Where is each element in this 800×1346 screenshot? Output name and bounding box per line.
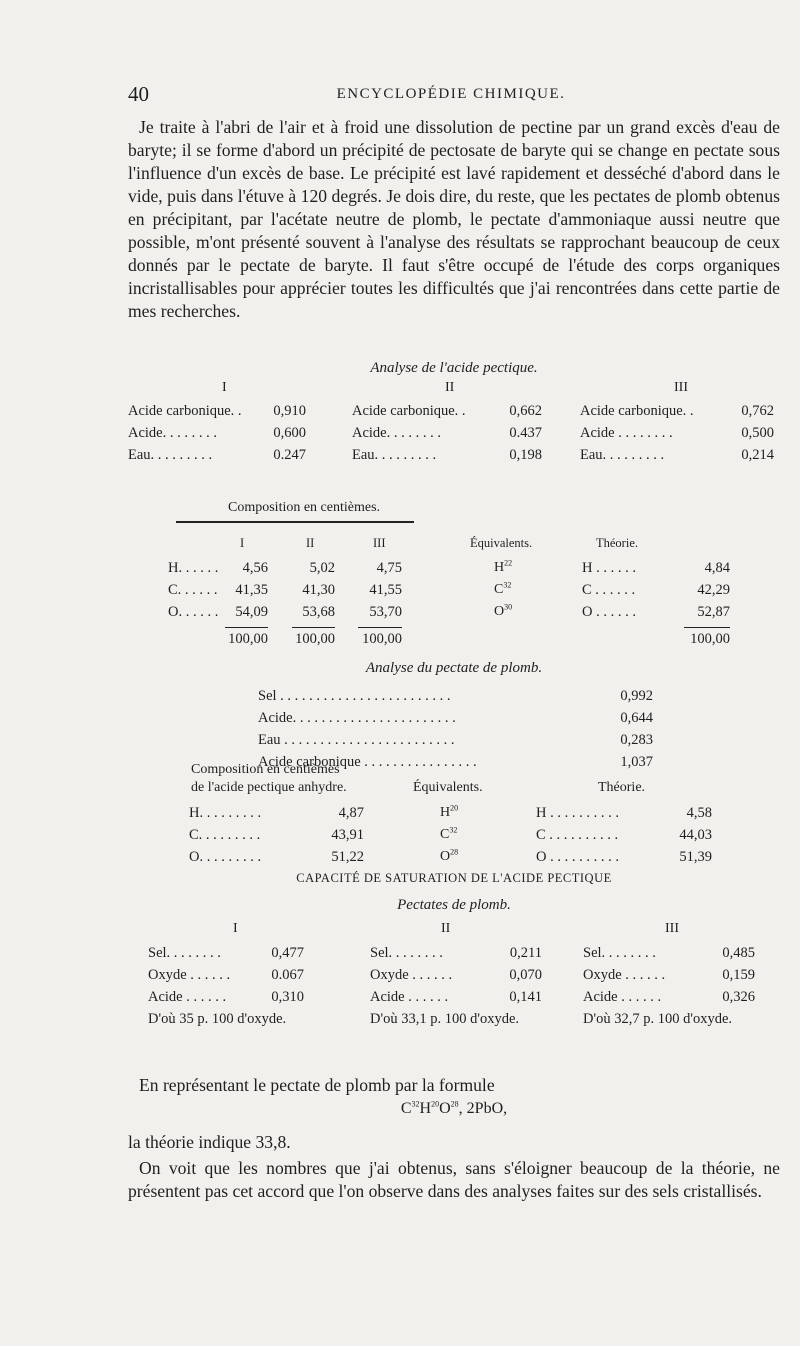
comp2-theorie-element: H . . . . . . . . . . xyxy=(536,805,619,821)
comp2-theorie-element: O . . . . . . . . . . xyxy=(536,849,619,865)
analyse1-label: Acide. . . . . . . . xyxy=(128,425,217,441)
capacite-footnote: D'où 33,1 p. 100 d'oxyde. xyxy=(370,1011,520,1027)
capacite-value: 0,485 xyxy=(722,945,755,961)
comp1-v3: 41,55 xyxy=(369,582,402,598)
capacite-row xyxy=(583,989,755,1011)
comp2-value: 51,22 xyxy=(331,849,364,865)
comp1-v2: 41,30 xyxy=(302,582,335,598)
comp1-equivalent: $C^{32}$ xyxy=(494,580,512,597)
analyse1-col-num: I xyxy=(222,380,227,395)
comp1-sum-rule xyxy=(684,627,730,628)
analyse1-label: Eau. . . . . . . . . xyxy=(352,447,437,463)
comp1-theorie-value: 42,29 xyxy=(697,582,730,598)
capacite-label: Sel. . . . . . . . xyxy=(370,945,443,961)
capacite-row xyxy=(148,989,304,1011)
comp1-v2: 5,02 xyxy=(309,560,335,576)
comp2-equivalent: $C^{32}$ xyxy=(440,825,458,842)
page-header xyxy=(128,82,774,106)
analyse1-row xyxy=(128,403,306,425)
capacite-row xyxy=(370,989,542,1011)
analyse1-label: Acide carbonique. . xyxy=(580,403,694,419)
comp1-header: II xyxy=(306,536,315,550)
intro-paragraph xyxy=(128,116,780,323)
comp1-title: Composition en centièmes. xyxy=(228,500,381,515)
comp2-title2: de l'acide pectique anhydre. xyxy=(191,780,347,795)
capacite-value: 0,326 xyxy=(722,989,755,1005)
comp2-eq-head: Équivalents. xyxy=(413,780,483,795)
comp1-v3: 53,70 xyxy=(369,604,402,620)
capacite-value: 0,159 xyxy=(722,967,755,983)
analyse1-value: 0.247 xyxy=(273,447,306,463)
analyse1-row xyxy=(352,425,542,447)
analyse1-row xyxy=(352,447,542,469)
comp1-element: C. . . . . . xyxy=(168,582,218,598)
capacite-label: Oxyde . . . . . . xyxy=(583,967,666,983)
comp1-v2: 53,68 xyxy=(302,604,335,620)
comp1-theorie-element: O . . . . . . xyxy=(582,604,636,620)
comp2-equivalent: $O^{28}$ xyxy=(440,847,459,864)
capacite-label: Acide . . . . . . xyxy=(148,989,227,1005)
capacite-row xyxy=(148,967,304,989)
analyse1-title: Analyse de l'acide pectique. xyxy=(370,360,538,376)
comp1-theorie-value: 4,84 xyxy=(704,560,730,576)
capacite-label: Sel. . . . . . . . xyxy=(148,945,221,961)
comp1-v3: 4,75 xyxy=(376,560,402,576)
capacite-label: Acide . . . . . . xyxy=(583,989,662,1005)
capacite-footnote: D'où 32,7 p. 100 d'oxyde. xyxy=(583,1011,733,1027)
comp1-equivalent: $H^{22}$ xyxy=(494,558,513,575)
analyse2-label: Acide. . . . . . . . . . . . . . . . . . . . . . . xyxy=(258,710,456,726)
formula-c-sub: 32 xyxy=(411,1099,420,1109)
analyse1-value: 0,910 xyxy=(273,403,306,419)
analyse1-col-num: II xyxy=(445,380,455,395)
analyse2-value: 0,283 xyxy=(620,732,653,748)
comp1-equivalent: $O^{30}$ xyxy=(494,602,513,619)
conclusion-line2: la théorie indique 33,8. xyxy=(128,1132,291,1152)
capacite-footnote: D'où 35 p. 100 d'oxyde. xyxy=(148,1011,287,1027)
comp2-theorie-element: C . . . . . . . . . . xyxy=(536,827,619,843)
conclusion-line3-wrap xyxy=(128,1157,780,1203)
comp2-value: 43,91 xyxy=(331,827,364,843)
capacite-value: 0,070 xyxy=(509,967,542,983)
conclusion-line1-wrap xyxy=(128,1074,780,1097)
capacite-subtitle: Pectates de plomb. xyxy=(397,897,511,913)
capacite-label: Sel. . . . . . . . xyxy=(583,945,656,961)
analyse2-title: Analyse du pectate de plomb. xyxy=(365,660,543,676)
analyse1-row xyxy=(128,425,306,447)
comp2-element: O. . . . . . . . . xyxy=(189,849,262,865)
comp1-total: 100,00 xyxy=(690,631,730,647)
comp2-title1: Composition en centièmes xyxy=(191,762,340,777)
comp1-sum-rule xyxy=(225,627,268,628)
comp1-total: 100,00 xyxy=(295,631,335,647)
analyse2-row xyxy=(258,710,653,732)
capacite-row xyxy=(583,967,755,989)
comp1-v1: 41,35 xyxy=(235,582,268,598)
analyse2-value: 0,644 xyxy=(620,710,653,726)
analyse2-value: 0,992 xyxy=(620,688,653,704)
comp1-v1: 4,56 xyxy=(242,560,268,576)
comp1-theorie-value: 52,87 xyxy=(697,604,730,620)
analyse1-row xyxy=(352,403,542,425)
analyse1-label: Eau. . . . . . . . . xyxy=(580,447,665,463)
comp2-theorie-value: 44,03 xyxy=(679,827,712,843)
formula xyxy=(128,1100,780,1118)
comp2-equivalent: $H^{20}$ xyxy=(440,803,459,820)
analyse1-col-num: III xyxy=(674,380,688,395)
running-title: ENCYCLOPÉDIE CHIMIQUE. xyxy=(336,86,566,102)
analyse1-row xyxy=(580,403,774,425)
capacite-title: CAPACITÉ DE SATURATION DE L'ACIDE PECTIQUE xyxy=(296,871,612,885)
comp1-theorie-element: H . . . . . . xyxy=(582,560,636,576)
capacite-value: 0,310 xyxy=(271,989,304,1005)
comp1-sum-rule xyxy=(292,627,335,628)
conclusion-line2-wrap xyxy=(128,1131,780,1154)
capacite-col-num: III xyxy=(665,921,679,936)
comp1-header: Équivalents. xyxy=(470,536,533,550)
comp1-header: I xyxy=(240,536,245,550)
comp2-theorie-value: 51,39 xyxy=(679,849,712,865)
analyse1-value: 0,600 xyxy=(273,425,306,441)
comp2-th-head: Théorie. xyxy=(598,780,646,795)
capacite-value: 0,141 xyxy=(509,989,542,1005)
analyse1-row xyxy=(580,425,774,447)
formula-h-sub: 20 xyxy=(431,1099,440,1109)
capacite-row xyxy=(370,967,542,989)
formula-o: O xyxy=(439,1100,451,1117)
comp2-value: 4,87 xyxy=(338,805,364,821)
analyse1-row xyxy=(128,447,306,469)
comp2-element: C. . . . . . . . . xyxy=(189,827,261,843)
analyse1-value: 0,500 xyxy=(741,425,774,441)
comp2-theorie-value: 4,58 xyxy=(686,805,712,821)
comp1-v1: 54,09 xyxy=(235,604,268,620)
formula-c: C xyxy=(400,1100,412,1117)
analyse1-value: 0,762 xyxy=(741,403,774,419)
capacite-value: 0.067 xyxy=(271,967,304,983)
analyse1-value: 0,198 xyxy=(509,447,542,463)
analyse1-label: Acide . . . . . . . . xyxy=(580,425,673,441)
formula-rest: , 2PbO, xyxy=(458,1100,508,1117)
comp1-rule xyxy=(176,521,414,523)
capacite-label: Oxyde . . . . . . xyxy=(148,967,231,983)
comp1-sum-rule xyxy=(358,627,402,628)
comp1-total: 100,00 xyxy=(228,631,268,647)
comp1-element: O. . . . . . xyxy=(168,604,219,620)
analyse1-value: 0.437 xyxy=(509,425,542,441)
analyse1-label: Acide carbonique. . xyxy=(352,403,466,419)
analyse2-row xyxy=(258,688,653,710)
analyse1-label: Acide carbonique. . xyxy=(128,403,242,419)
capacite-value: 0,477 xyxy=(271,945,304,961)
capacite-value: 0,211 xyxy=(509,945,542,961)
capacite-col-num: I xyxy=(233,921,238,936)
comp1-theorie-element: C . . . . . . xyxy=(582,582,636,598)
page-number: 40 xyxy=(128,82,149,106)
capacite-row xyxy=(583,945,755,967)
analyse1-label: Acide. . . . . . . . xyxy=(352,425,441,441)
conclusion-line1: En représentant le pectate de plomb par la formule xyxy=(139,1075,495,1095)
conclusion-line3: On voit que les nombres que j'ai obtenus, sans s'éloigner beaucoup de la théorie, ne présentent pas cet accord que l'on observe dans des analyses faites sur des sels cristallisés. xyxy=(128,1158,780,1201)
formula-h: H xyxy=(419,1100,432,1117)
capacite-row xyxy=(148,945,304,967)
analyse2-label: Eau . . . . . . . . . . . . . . . . . . . . . . . . xyxy=(258,732,455,748)
analyse2-row xyxy=(258,732,653,754)
comp1-header: III xyxy=(373,536,386,550)
analyse1-row xyxy=(580,447,774,469)
analyse1-value: 0,662 xyxy=(509,403,542,419)
analyse1-value: 0,214 xyxy=(741,447,774,463)
comp1-total: 100,00 xyxy=(362,631,402,647)
capacite-col-num: II xyxy=(441,921,451,936)
capacite-label: Oxyde . . . . . . xyxy=(370,967,453,983)
analyse2-label: Sel . . . . . . . . . . . . . . . . . . . . . . . . xyxy=(258,688,451,704)
capacite-row xyxy=(370,945,542,967)
capacite-label: Acide . . . . . . xyxy=(370,989,449,1005)
analyse1-label: Eau. . . . . . . . . xyxy=(128,447,213,463)
comp1-element: H. . . . . . xyxy=(168,560,219,576)
intro-text: Je traite à l'abri de l'air et à froid une dissolution de pectine par un grand excès d'eau de baryte; il se forme d'abord un précipité de pectosate de baryte qui se change en pectate sous l'influence d'un excès de base. Le précipité est lavé rapidement et desséché d'abord dans le vide, puis dans l'étuve à 120 degrés. Je dois dire, du reste, que les pectates de plomb obtenus en précipitant, par l'acétate neutre de plomb, le pectate d'ammoniaque aussi neutre que possible, m'ont présenté souvent à l'analyse des résultats se rapprochant beaucoup de ceux donnés par le pectate de baryte. Il faut s'être occupé de l'étude des corps organiques incristallisables pour apprécier toutes les difficultés que j'ai rencontrées dans cette partie de mes recherches. xyxy=(128,117,780,321)
analyse2-label: Acide carbonique . . . . . . . . . . . . . . . . xyxy=(258,754,477,770)
formula-o-sub: 28 xyxy=(450,1099,459,1109)
comp2-element: H. . . . . . . . . xyxy=(189,805,262,821)
analyse2-value: 1,037 xyxy=(620,754,653,770)
comp1-header: Théorie. xyxy=(596,536,638,550)
